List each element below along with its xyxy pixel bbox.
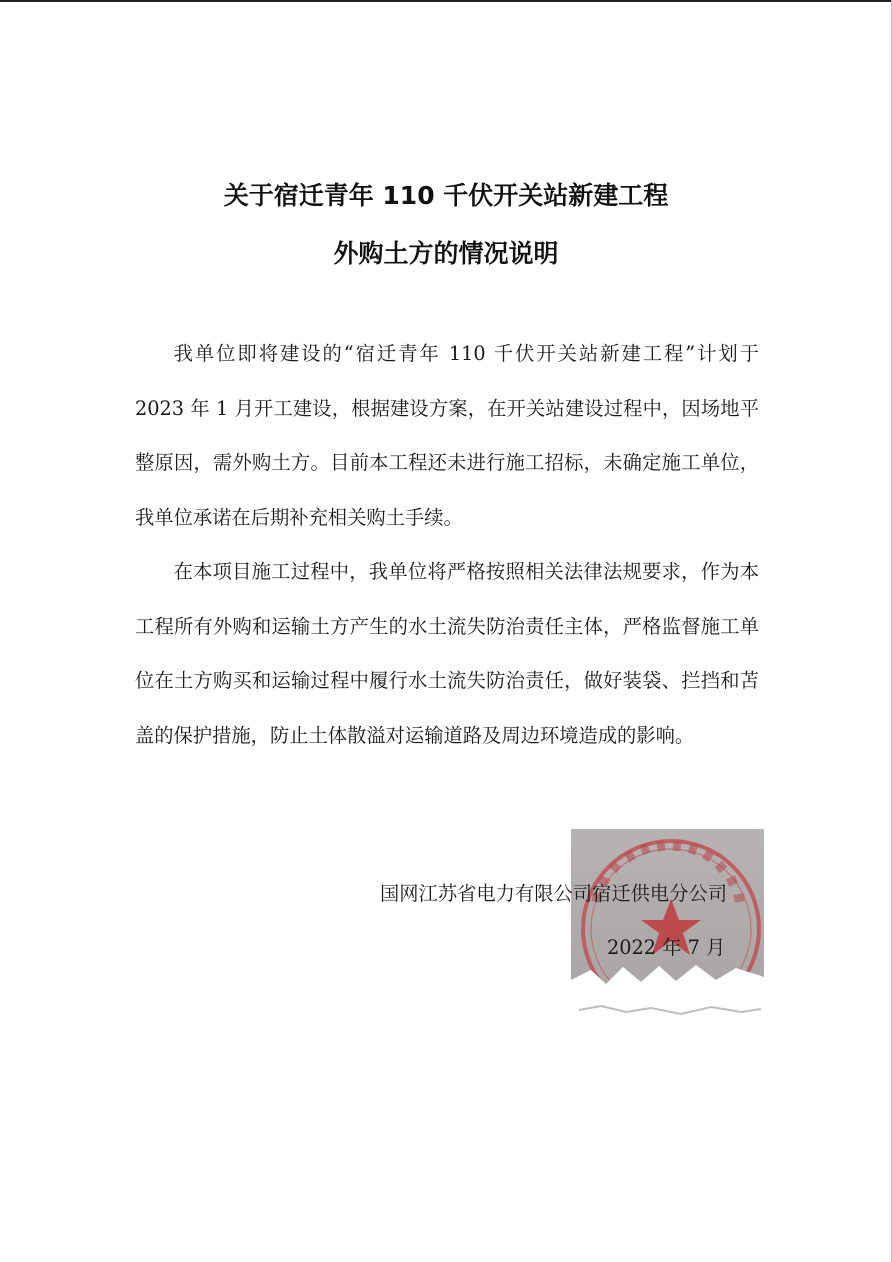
signing-date: 2022 年 7 月	[607, 936, 726, 959]
signing-organization: 国网江苏省电力有限公司宿迁供电分公司	[380, 882, 728, 905]
document-title-line-2: 外购土方的情况说明	[333, 239, 559, 268]
body-paragraph-1: 我单位即将建设的“宿迁青年 110 千伏开关站新建工程”计划于 2023 年 1 月开工建设，根据建设方案，在开关站建设过程中，因场地平整原因，需外购土方。目前本工程还未进行施工招标，未确定施工单位，我单位承诺在后期补充相关购土手续。	[135, 342, 759, 529]
document-title-line-1: 关于宿迁青年 110 千伏开关站新建工程	[223, 181, 669, 210]
page-top-edge	[0, 0, 892, 2]
body-paragraph-2: 在本项目施工过程中，我单位将严格按照相关法律法规要求，作为本工程所有外购和运输土方产生的水土流失防治责任主体，严格监督施工单位在土方购买和运输过程中履行水土流失防治责任，做好装袋、拦挡和苫盖的保护措施，防止土体散溢对运输道路及周边环境造成的影响。	[135, 560, 759, 747]
redaction-mark	[571, 962, 764, 1024]
document-body	[135, 327, 759, 763]
